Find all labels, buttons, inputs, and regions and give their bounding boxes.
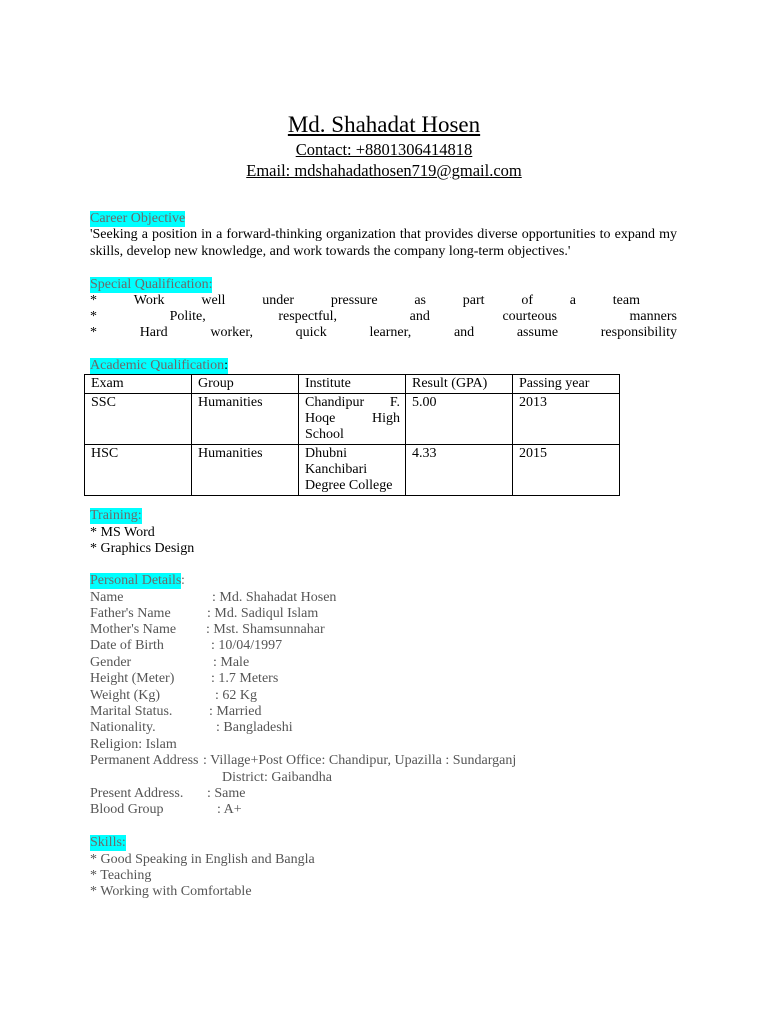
value-permanent-address-district: District: Gaibandha	[222, 770, 333, 785]
word: assume	[516, 325, 559, 340]
contact-email: Email: mdshahadathosen719@gmail.com	[246, 161, 522, 180]
word: and	[453, 325, 475, 340]
label-marital: Marital Status.	[90, 704, 173, 719]
table-row	[85, 394, 620, 445]
word: Work	[133, 293, 165, 308]
table-header-cell: Passing year	[513, 375, 620, 394]
word: manners	[629, 309, 677, 324]
value-dob: : 10/04/1997	[211, 638, 283, 653]
word: team	[612, 293, 640, 308]
career-objective-heading: Career Objective	[90, 211, 186, 226]
word: under	[262, 293, 295, 308]
word: responsibility	[600, 325, 677, 340]
word: courteous	[502, 309, 557, 324]
table-cell: Humanities	[192, 445, 299, 496]
table-cell: 2015	[513, 445, 620, 496]
bullet: *	[90, 325, 97, 340]
table-cell: 2013	[513, 394, 620, 445]
academic-table	[84, 374, 620, 496]
word: of	[521, 293, 533, 308]
value-gender: : Male	[213, 655, 250, 670]
personal-details-colon: :	[181, 573, 185, 588]
word: Polite,	[169, 309, 206, 324]
table-cell: Humanities	[192, 394, 299, 445]
bullet: *	[90, 309, 97, 324]
word: part	[462, 293, 485, 308]
qualification-row-3	[90, 325, 677, 341]
value-nationality: : Bangladeshi	[216, 720, 293, 735]
special-qualification-heading: Special Qualification:	[90, 277, 213, 292]
label-weight: Weight (Kg)	[90, 688, 161, 703]
table-header-cell: Institute	[299, 375, 406, 394]
qualification-row-2	[90, 309, 677, 325]
training-item: * Graphics Design	[90, 541, 195, 556]
table-cell: SSC	[85, 394, 192, 445]
table-header-cell: Group	[192, 375, 299, 394]
value-weight: : 62 Kg	[215, 688, 257, 703]
table-cell: Chandipur F. Hoqe High School	[299, 394, 406, 445]
value-height: : 1.7 Meters	[211, 671, 279, 686]
word: pressure	[330, 293, 378, 308]
label-gender: Gender	[90, 655, 132, 670]
label-blood-group: Blood Group	[90, 802, 164, 817]
label-nationality: Nationality.	[90, 720, 156, 735]
table-cell: HSC	[85, 445, 192, 496]
training-heading: Training:	[90, 508, 142, 523]
word: as	[414, 293, 426, 308]
value-name: : Md. Shahadat Hosen	[212, 590, 337, 605]
academic-qualification-colon: :	[224, 358, 228, 373]
skill-item: * Good Speaking in English and Bangla	[90, 852, 315, 867]
training-item: * MS Word	[90, 525, 155, 540]
label-present-address: Present Address.	[90, 786, 184, 801]
label-father: Father's Name	[90, 606, 171, 621]
table-header-cell: Exam	[85, 375, 192, 394]
label-name: Name	[90, 590, 124, 605]
academic-qualification-heading	[90, 358, 228, 374]
label-height: Height (Meter)	[90, 671, 175, 686]
value-present-address: : Same	[207, 786, 246, 801]
skills-heading: Skills:	[90, 835, 126, 850]
skill-item: * Teaching	[90, 868, 152, 883]
table-cell: 5.00	[406, 394, 513, 445]
personal-details-heading: Personal Details	[90, 573, 182, 588]
word: respectful,	[278, 309, 338, 324]
table-header-row	[85, 375, 620, 394]
word: well	[201, 293, 226, 308]
contact-phone: Contact: +8801306414818	[295, 140, 473, 159]
word: worker,	[210, 325, 253, 340]
value-marital: : Married	[209, 704, 262, 719]
value-blood-group: : A+	[217, 802, 242, 817]
table-row	[85, 445, 620, 496]
label-mother: Mother's Name	[90, 622, 177, 637]
bullet: *	[90, 293, 97, 308]
skill-item: * Working with Comfortable	[90, 884, 252, 899]
word: and	[409, 309, 430, 324]
word: Hard	[139, 325, 168, 340]
candidate-name: Md. Shahadat Hosen	[287, 112, 481, 137]
word: a	[569, 293, 576, 308]
religion-line: Religion: Islam	[90, 737, 177, 752]
table-cell: Dhubni Kanchibari Degree College	[299, 445, 406, 496]
label-dob: Date of Birth	[90, 638, 164, 653]
value-father: : Md. Sadiqul Islam	[207, 606, 319, 621]
word: quick	[295, 325, 327, 340]
academic-qualification-title: Academic Qualification	[90, 358, 225, 373]
career-objective-text: 'Seeking a position in a forward-thinking organization that provides diverse opportunities to expand my skills, develop new knowledge, and work towards the company long-term objectives.'	[90, 227, 677, 259]
value-permanent-address: : Village+Post Office: Chandipur, Upazilla : Sundarganj	[203, 753, 517, 768]
value-mother: : Mst. Shamsunnahar	[206, 622, 325, 637]
table-cell: 4.33	[406, 445, 513, 496]
table-header-cell: Result (GPA)	[406, 375, 513, 394]
label-permanent-address: Permanent Address	[90, 753, 199, 768]
qualification-row-1	[90, 293, 677, 309]
word: learner,	[369, 325, 412, 340]
